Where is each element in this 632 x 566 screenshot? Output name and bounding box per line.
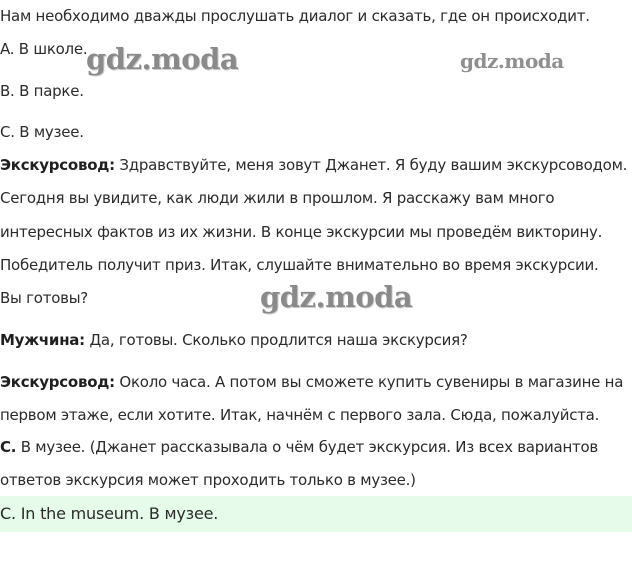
answer-text: C. In the museum. В музее. <box>0 504 219 523</box>
watermark: gdz.moda <box>86 42 239 76</box>
dialogue-line: Сегодня вы увидите, как люди жили в прошлом. Я расскажу вам много <box>0 189 555 207</box>
explanation-text: В музее. (Джанет рассказывала о чём будет экскурсия. Из всех вариантов <box>16 438 599 456</box>
explanation-line <box>0 437 598 457</box>
speaker-label: Экскурсовод: <box>0 373 115 391</box>
dialogue-line <box>0 330 468 350</box>
dialogue-text: Здравствуйте, меня зовут Джанет. Я буду вашим экскурсоводом. <box>114 156 628 174</box>
dialogue-line: Победитель получит приз. Итак, слушайте внимательно во время экскурсии. <box>0 256 599 274</box>
dialogue-line <box>0 155 627 175</box>
watermark: gdz.moda <box>460 49 564 73</box>
dialogue-line: интересных фактов из их жизни. В конце экскурсии мы проведём викторину. <box>0 223 603 241</box>
watermark: gdz.moda <box>260 280 413 314</box>
dialogue-line <box>0 372 623 392</box>
explanation-label: C. <box>0 438 17 456</box>
dialogue-text: Около часа. А потом вы сможете купить сувениры в магазине на <box>114 373 624 391</box>
option-c: C. В музее. <box>0 123 84 141</box>
dialogue-text: Да, готовы. Сколько продлится наша экскурсия? <box>84 331 468 349</box>
task-instruction: Нам необходимо дважды прослушать диалог и сказать, где он происходит. <box>0 7 590 25</box>
speaker-label: Мужчина: <box>0 331 85 349</box>
dialogue-line: первом этаже, если хотите. Итак, начнём с первого зала. Сюда, пожалуйста. <box>0 406 600 424</box>
dialogue-line: Вы готовы? <box>0 289 89 307</box>
option-b: B. В парке. <box>0 82 84 100</box>
explanation-line: ответов экскурсия может проходить только в музее.) <box>0 471 416 489</box>
option-a: A. В школе. <box>0 40 88 58</box>
speaker-label: Экскурсовод: <box>0 156 115 174</box>
